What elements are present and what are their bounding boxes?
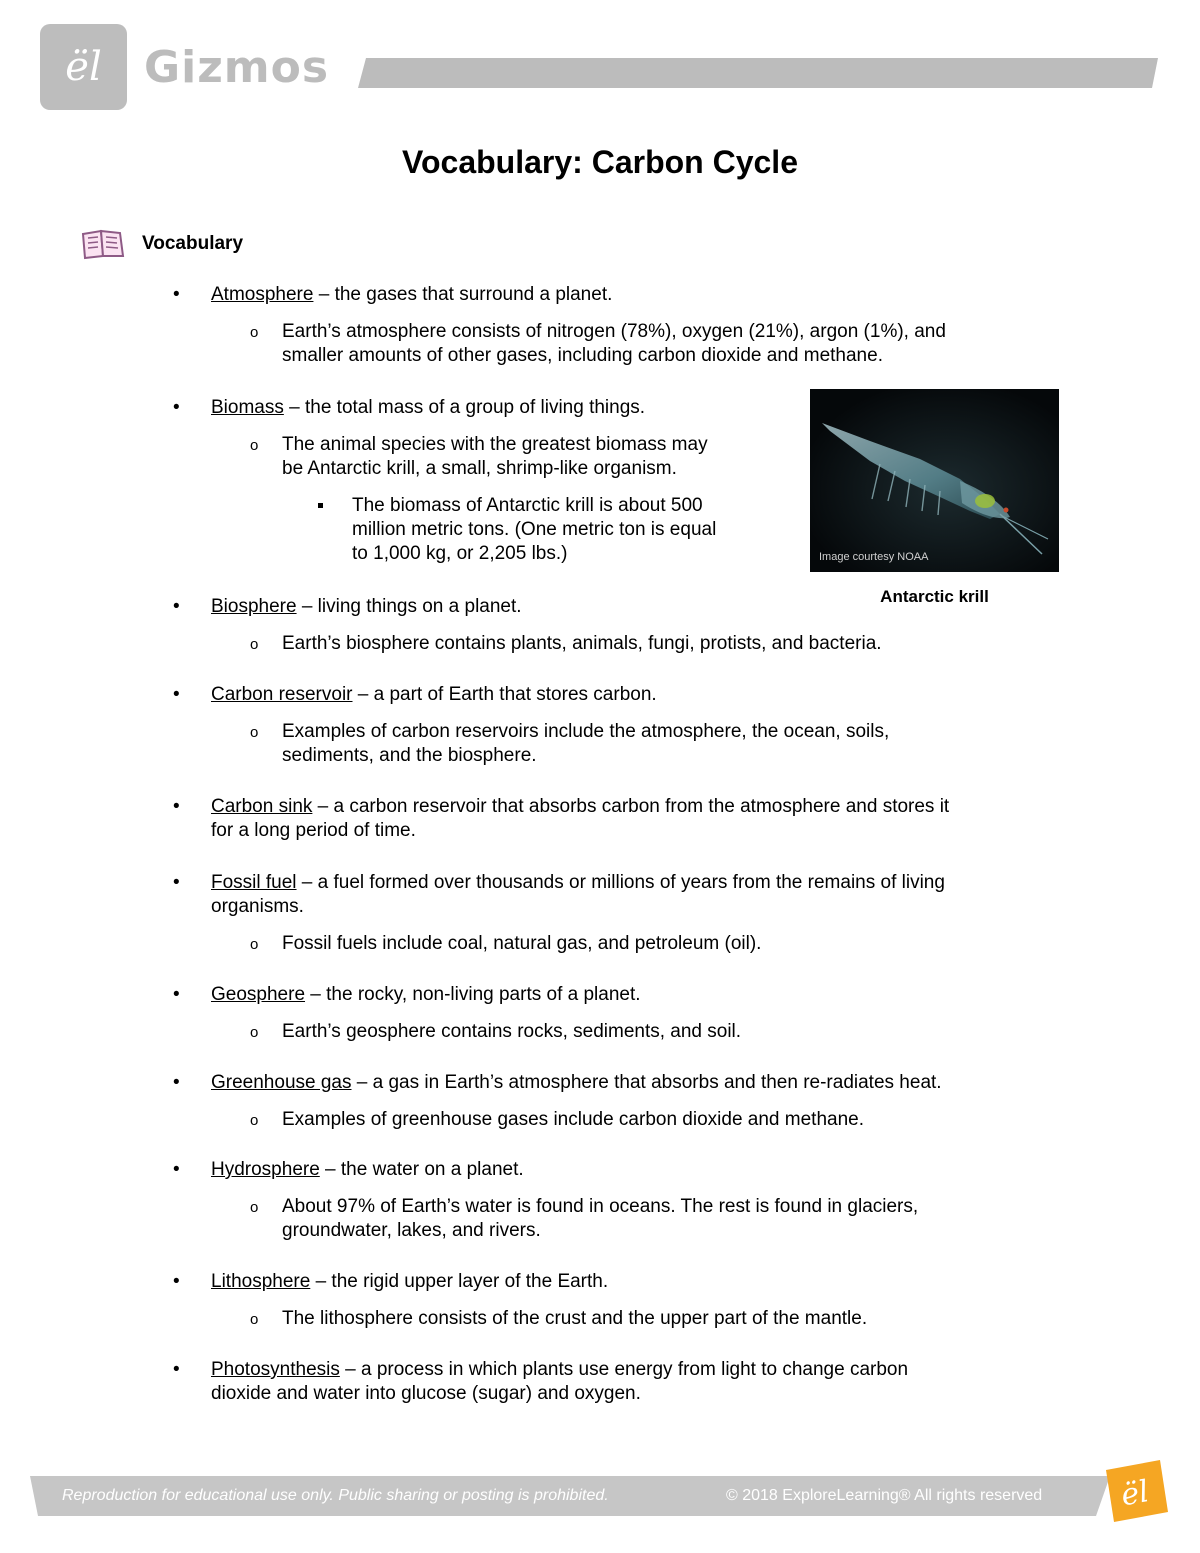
definition-text: – a process in which plants use energy from light to change carbon <box>339 1359 909 1380</box>
term-label: Photosynthesis <box>211 1359 340 1380</box>
logo-text: ël <box>65 44 102 90</box>
sub-bullet: o <box>250 437 259 454</box>
page-title: Vocabulary: Carbon Cycle <box>402 144 798 180</box>
definition-line <box>211 396 645 420</box>
sub-text-line: Examples of greenhouse gases include carbon dioxide and methane. <box>282 1109 864 1130</box>
sub-bullet: o <box>250 1112 259 1129</box>
bullet: • <box>173 397 180 418</box>
definition-line <box>211 283 612 307</box>
term-label: Atmosphere <box>211 284 314 305</box>
sub-text-line: Earth’s geosphere contains rocks, sediments, and soil. <box>282 1021 742 1042</box>
sub-text-line: Earth’s biosphere contains plants, animals, fungi, protists, and bacteria. <box>282 633 882 654</box>
footer-disclaimer: Reproduction for educational use only. Public sharing or posting is prohibited. <box>62 1487 609 1504</box>
sub-text-line: be Antarctic krill, a small, shrimp-like organism. <box>282 458 677 479</box>
sub-sub-text-line: million metric tons. (One metric ton is equal <box>352 519 717 540</box>
krill-illustration <box>810 389 1059 572</box>
footer-copyright: © 2018 ExploreLearning® All rights reserved <box>726 1487 1043 1504</box>
sub-text-line: The lithosphere consists of the crust and the upper part of the mantle. <box>282 1308 868 1329</box>
term-label: Biosphere <box>211 596 297 617</box>
el-logo-icon <box>40 24 127 110</box>
bullet: • <box>173 596 180 617</box>
definition-text: – a fuel formed over thousands or millions of years from the remains of living <box>296 872 945 893</box>
sub-bullet: o <box>250 1024 259 1041</box>
bullet: • <box>173 1359 180 1380</box>
definition-line <box>211 1358 908 1382</box>
definition-line <box>211 871 945 895</box>
section-heading: Vocabulary <box>142 233 244 254</box>
bullet: • <box>173 984 180 1005</box>
term-label: Hydrosphere <box>211 1159 320 1180</box>
definition-text: – a gas in Earth’s atmosphere that absorbs and then re-radiates heat. <box>351 1072 942 1093</box>
bullet: • <box>173 796 180 817</box>
term-label: Greenhouse gas <box>211 1072 352 1093</box>
sub-text-line: Examples of carbon reservoirs include the atmosphere, the ocean, soils, <box>282 721 890 742</box>
sub-bullet: o <box>250 936 259 953</box>
krill-photo <box>810 389 1059 572</box>
definition-line <box>211 1158 524 1182</box>
sub-bullet: o <box>250 636 259 653</box>
bullet: • <box>173 872 180 893</box>
sub-bullet: o <box>250 1311 259 1328</box>
sub-text-line: Earth’s atmosphere consists of nitrogen (78%), oxygen (21%), argon (1%), and <box>282 321 946 342</box>
definition-line-cont: for a long period of time. <box>211 820 416 841</box>
bullet: • <box>173 284 180 305</box>
figure-caption: Antarctic krill <box>880 587 989 606</box>
definition-text: – the rocky, non-living parts of a planet. <box>305 984 641 1005</box>
brand-name: Gizmos <box>144 42 330 93</box>
term-label: Lithosphere <box>211 1271 311 1292</box>
sub-sub-text-line: The biomass of Antarctic krill is about 500 <box>352 495 703 516</box>
definition-line <box>211 1071 942 1095</box>
term-label: Fossil fuel <box>211 872 297 893</box>
term-label: Geosphere <box>211 984 306 1005</box>
bullet: • <box>173 684 180 705</box>
bullet: • <box>173 1159 180 1180</box>
definition-line <box>211 595 522 619</box>
definition-line <box>211 795 949 819</box>
square-bullet <box>318 503 323 508</box>
sub-text-line: About 97% of Earth’s water is found in oceans. The rest is found in glaciers, <box>282 1196 919 1217</box>
header-divider-bar <box>358 58 1158 88</box>
definition-text: – the water on a planet. <box>319 1159 524 1180</box>
sub-bullet: o <box>250 724 259 741</box>
definition-line-cont: dioxide and water into glucose (sugar) and oxygen. <box>211 1383 641 1404</box>
definition-line-cont: organisms. <box>211 896 304 917</box>
bullet: • <box>173 1271 180 1292</box>
sub-text-line: sediments, and the biosphere. <box>282 745 537 766</box>
definition-text: – the gases that surround a planet. <box>313 284 613 305</box>
definition-text: – a carbon reservoir that absorbs carbon from the atmosphere and stores it <box>312 796 950 817</box>
open-book-icon <box>80 228 126 260</box>
definition-line <box>211 983 641 1007</box>
definition-line <box>211 683 657 707</box>
term-label: Carbon reservoir <box>211 684 353 705</box>
definition-text: – living things on a planet. <box>296 596 522 617</box>
sub-sub-text-line: to 1,000 kg, or 2,205 lbs.) <box>352 543 568 564</box>
definition-text: – a part of Earth that stores carbon. <box>352 684 657 705</box>
sub-text-line: The animal species with the greatest biomass may <box>282 434 708 455</box>
sub-text-line: smaller amounts of other gases, including carbon dioxide and methane. <box>282 345 883 366</box>
sub-bullet: o <box>250 324 259 341</box>
definition-text: – the rigid upper layer of the Earth. <box>310 1271 609 1292</box>
sub-bullet: o <box>250 1199 259 1216</box>
term-label: Biomass <box>211 397 284 418</box>
definition-text: – the total mass of a group of living things. <box>283 397 646 418</box>
term-label: Carbon sink <box>211 796 313 817</box>
sub-text-line: Fossil fuels include coal, natural gas, and petroleum (oil). <box>282 933 762 954</box>
definition-line <box>211 1270 608 1294</box>
svg-text:ël: ël <box>1118 1474 1152 1514</box>
bullet: • <box>173 1072 180 1093</box>
el-logo-icon <box>1098 1456 1174 1528</box>
photo-credit: Image courtesy NOAA <box>819 551 929 563</box>
sub-text-line: groundwater, lakes, and rivers. <box>282 1220 541 1241</box>
